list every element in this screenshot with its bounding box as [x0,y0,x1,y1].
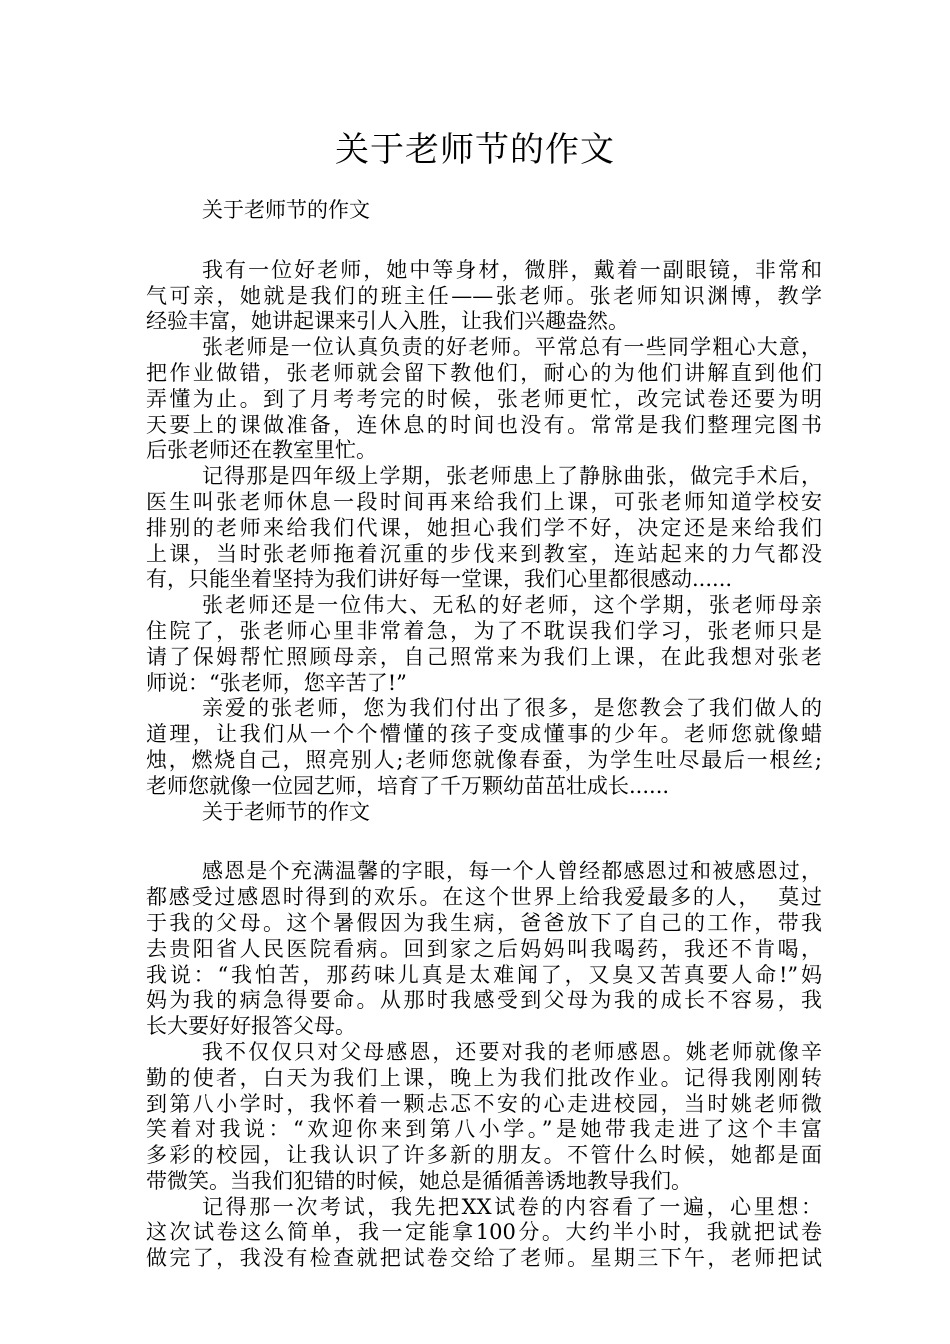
document-title: 关于老师节的作文 [335,130,615,170]
section-heading: 关于老师节的作文 [202,799,370,824]
paragraph [146,335,822,464]
paragraph [146,464,822,593]
text-line: 我说：“我怕苦，那药味儿真是太难闻了，又臭又苦真要人命!”妈 [146,962,822,987]
text-line: 天要上的课做准备，连休息的时间也没有。常常是我们整理完图书 [146,412,822,437]
paragraph [146,1195,822,1272]
text-line: 后张老师还在教室里忙。 [146,438,377,463]
text-line: 这次试卷这么简单，我一定能拿100分。大约半小时，我就把试卷 [146,1220,822,1245]
text-line: 都感受过感恩时得到的欢乐。在这个世界上给我爱最多的人， 莫过 [146,885,822,910]
paragraph [146,258,822,335]
text-line: 笑着对我说：“欢迎你来到第八小学。”是她带我走进了这个丰富 [146,1117,822,1142]
section-heading: 关于老师节的作文 [202,198,370,222]
text-line: 气可亲，她就是我们的班主任——张老师。张老师知识渊博，教学 [146,283,822,308]
text-line: 经验丰富，她讲起课来引人入胜，让我们兴趣盎然。 [146,309,629,334]
text-line: 师说：“张老师，您辛苦了!” [146,670,407,695]
paragraph [146,1040,822,1195]
text-line: 记得那是四年级上学期，张老师患上了静脉曲张，做完手术后， [202,464,822,489]
blank-line [146,224,822,258]
text-line: 有，只能坐着坚持为我们讲好每一堂课，我们心里都很感动...... [146,567,733,592]
text-line: 记得那一次考试，我先把XX试卷的内容看了一遍，心里想： [202,1194,822,1219]
text-line: 张老师还是一位伟大、无私的好老师，这个学期，张老师母亲 [202,593,822,618]
paragraph [146,593,822,696]
text-line: 勤的使者，白天为我们上课，晚上为我们批改作业。记得我刚刚转 [146,1065,822,1090]
text-line: 弄懂为止。到了月考考完的时候，张老师更忙，改完试卷还要为明 [146,386,822,411]
text-line: 我不仅仅只对父母感恩，还要对我的老师感恩。姚老师就像辛 [202,1039,822,1064]
document-body [146,198,822,1272]
text-line: 老师您就像一位园艺师，培育了千万颗幼苗茁壮成长...... [146,773,670,798]
text-line: 妈为我的病急得要命。从那时我感受到父母为我的成长不容易，我 [146,988,822,1013]
text-line: 住院了，张老师心里非常着急，为了不耽误我们学习，张老师只是 [146,618,822,643]
paragraph [146,859,822,1040]
text-line: 请了保姆帮忙照顾母亲，自己照常来为我们上课，在此我想对张老 [146,644,822,669]
text-line: 于我的父母。这个暑假因为我生病，爸爸放下了自己的工作，带我 [146,910,822,935]
text-line: 医生叫张老师休息一段时间再来给我们上课，可张老师知道学校安 [146,489,822,514]
text-line: 把作业做错，张老师就会留下教他们，耐心的为他们讲解直到他们 [146,360,822,385]
blank-line [146,825,822,859]
text-line: 我有一位好老师，她中等身材，微胖，戴着一副眼镜，非常和 [202,257,822,282]
text-line: 感恩是个充满温馨的字眼，每一个人曾经都感恩过和被感恩过， [202,859,822,884]
text-line: 到第八小学时，我怀着一颗忐忑不安的心走进校园，当时姚老师微 [146,1091,822,1116]
text-line: 去贵阳省人民医院看病。回到家之后妈妈叫我喝药，我还不肯喝， [146,936,822,961]
text-line: 排别的老师来给我们代课，她担心我们学不好，决定还是来给我们 [146,515,822,540]
text-line: 张老师是一位认真负责的好老师。平常总有一些同学粗心大意， [202,335,822,360]
text-line: 亲爱的张老师，您为我们付出了很多，是您教会了我们做人的 [202,696,822,721]
text-line: 做完了，我没有检查就把试卷交给了老师。星期三下午，老师把试 [146,1246,822,1271]
text-line: 长大要好好报答父母。 [146,1014,356,1039]
text-line: 上课，当时张老师拖着沉重的步伐来到教室，连站起来的力气都没 [146,541,822,566]
text-line: 带微笑。当我们犯错的时候，她总是循循善诱地教导我们。 [146,1168,692,1193]
text-line: 多彩的校园，让我认识了许多新的朋友。不管什么时候，她都是面 [146,1143,822,1168]
paragraph [146,696,822,799]
text-line: 道理，让我们从一个个懵懂的孩子变成懂事的少年。老师您就像蜡 [146,722,822,747]
text-line: 烛，燃烧自己，照亮别人;老师您就像春蚕，为学生吐尽最后一根丝; [146,747,822,772]
